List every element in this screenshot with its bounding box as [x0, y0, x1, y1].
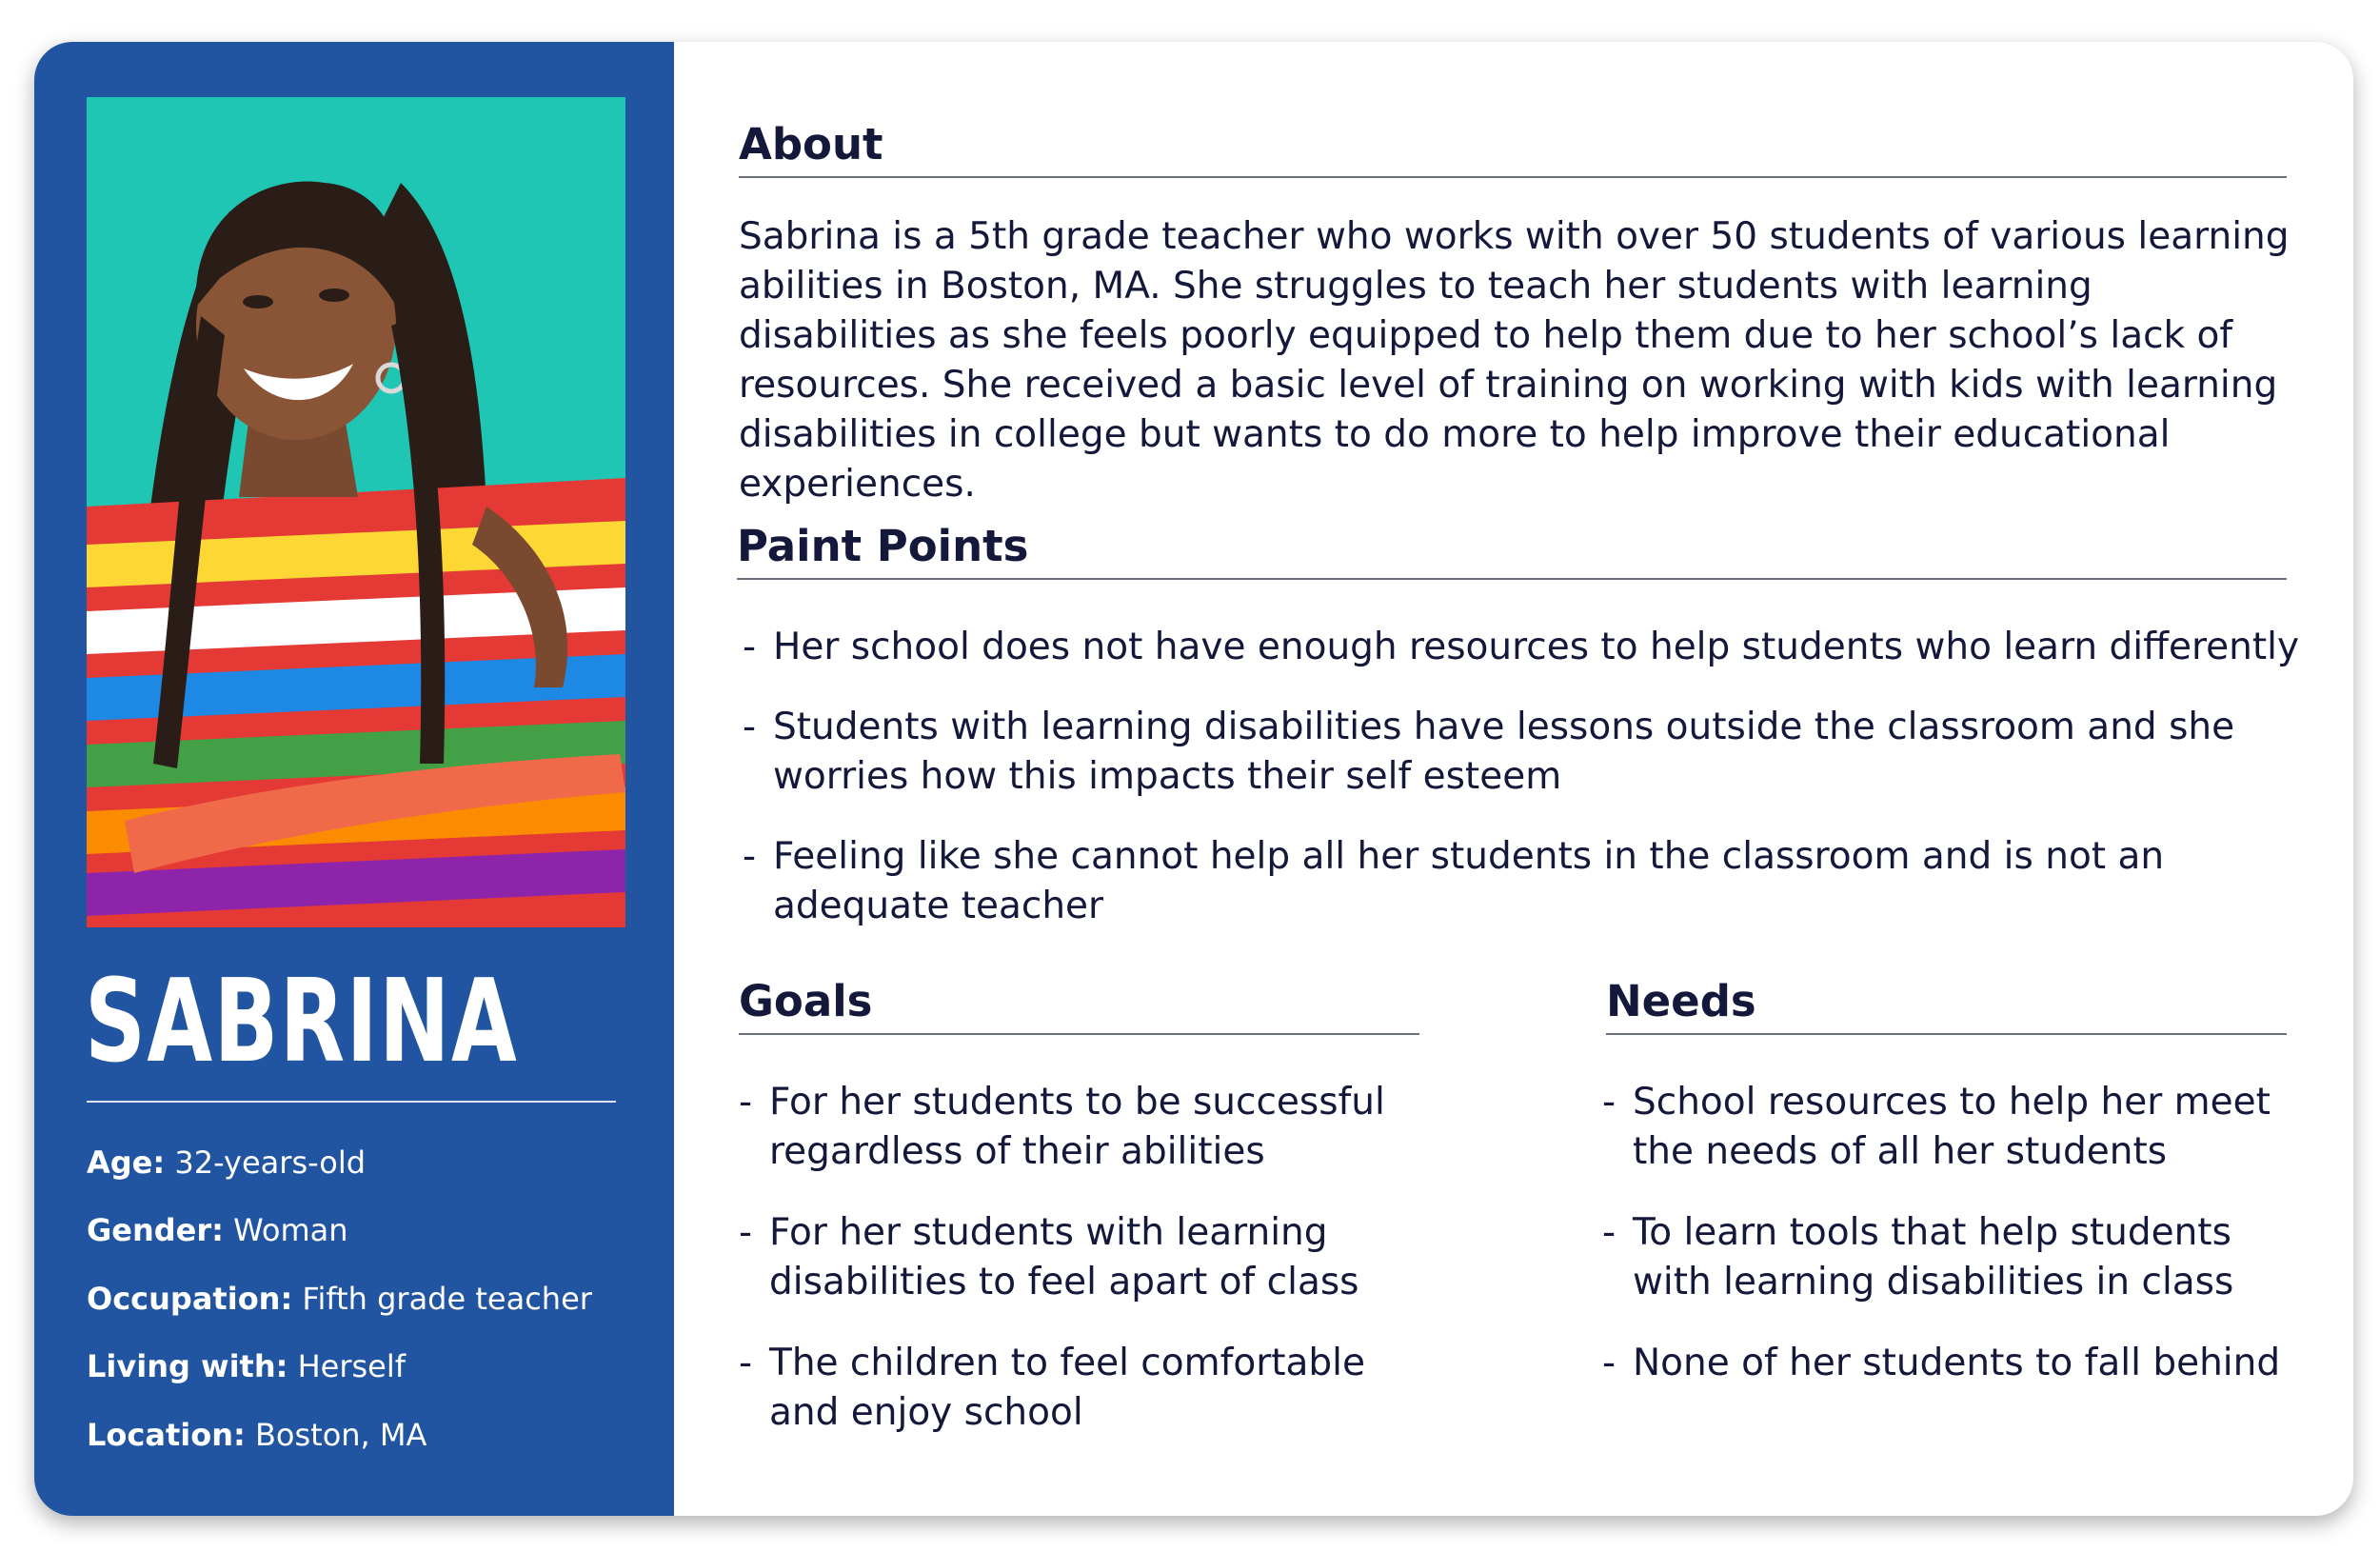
detail-living-with: [87, 1348, 658, 1384]
detail-location: [87, 1417, 658, 1453]
persona-sidebar: [34, 42, 674, 1516]
needs-divider: [1606, 1033, 2287, 1035]
list-item: - School resources to help her meet the needs of all her students: [1598, 1078, 2303, 1177]
persona-details: [87, 1144, 658, 1484]
detail-label: Age:: [87, 1144, 166, 1181]
portrait-illustration: [87, 97, 625, 927]
persona-card: [34, 42, 2353, 1516]
detail-gender: [87, 1212, 658, 1248]
list-item: - Students with learning disabilities have lessons outside the classroom and she worries how this impacts their self esteem: [739, 703, 2319, 802]
pain-points-list: [739, 623, 2319, 962]
list-item: - For her students with learning disabilities to feel apart of class: [735, 1208, 1420, 1307]
detail-value: Herself: [297, 1348, 407, 1385]
persona-photo: [87, 97, 625, 927]
detail-label: Living with:: [87, 1348, 288, 1385]
name-divider: [87, 1101, 616, 1103]
detail-age: [87, 1144, 658, 1181]
goals-heading: Goals: [739, 976, 873, 1026]
needs-list: [1598, 1078, 2303, 1420]
persona-content: [739, 42, 2319, 1516]
list-item: - Feeling like she cannot help all her students in the classroom and is not an adequate teacher: [739, 832, 2319, 931]
list-item: - None of her students to fall behind: [1598, 1339, 2303, 1388]
list-item: - To learn tools that help students with learning disabilities in class: [1598, 1208, 2303, 1307]
detail-label: Location:: [87, 1416, 246, 1453]
detail-value: Boston, MA: [254, 1416, 427, 1453]
list-item: - For her students to be successful regardless of their abilities: [735, 1078, 1420, 1177]
persona-name: SABRINA: [85, 956, 519, 1088]
about-heading: About: [739, 119, 883, 169]
detail-label: Gender:: [87, 1212, 224, 1249]
detail-value: 32-years-old: [174, 1144, 367, 1181]
about-text: Sabrina is a 5th grade teacher who works with over 50 students of various learning abilities in Boston, MA. She struggles to teach her students with learning disabilities as she feels poorly equipped to help them due to her school’s lack of resources. She received a basic level of training on working with kids with learning disabilities in college but wants to do more to help improve their educational experiences.: [739, 215, 2290, 506]
detail-occupation: [87, 1281, 658, 1317]
pain-points-divider: [737, 578, 2287, 580]
detail-label: Occupation:: [87, 1280, 293, 1317]
detail-value: Woman: [233, 1212, 348, 1249]
pain-points-heading: Paint Points: [737, 521, 1029, 571]
goals-list: [735, 1078, 1420, 1469]
list-item: - The children to feel comfortable and enjoy school: [735, 1339, 1420, 1438]
detail-value: Fifth grade teacher: [302, 1280, 592, 1317]
goals-divider: [739, 1033, 1419, 1035]
list-item: - Her school does not have enough resources to help students who learn differently: [739, 623, 2319, 672]
about-divider: [739, 176, 2287, 178]
needs-heading: Needs: [1606, 976, 1756, 1026]
